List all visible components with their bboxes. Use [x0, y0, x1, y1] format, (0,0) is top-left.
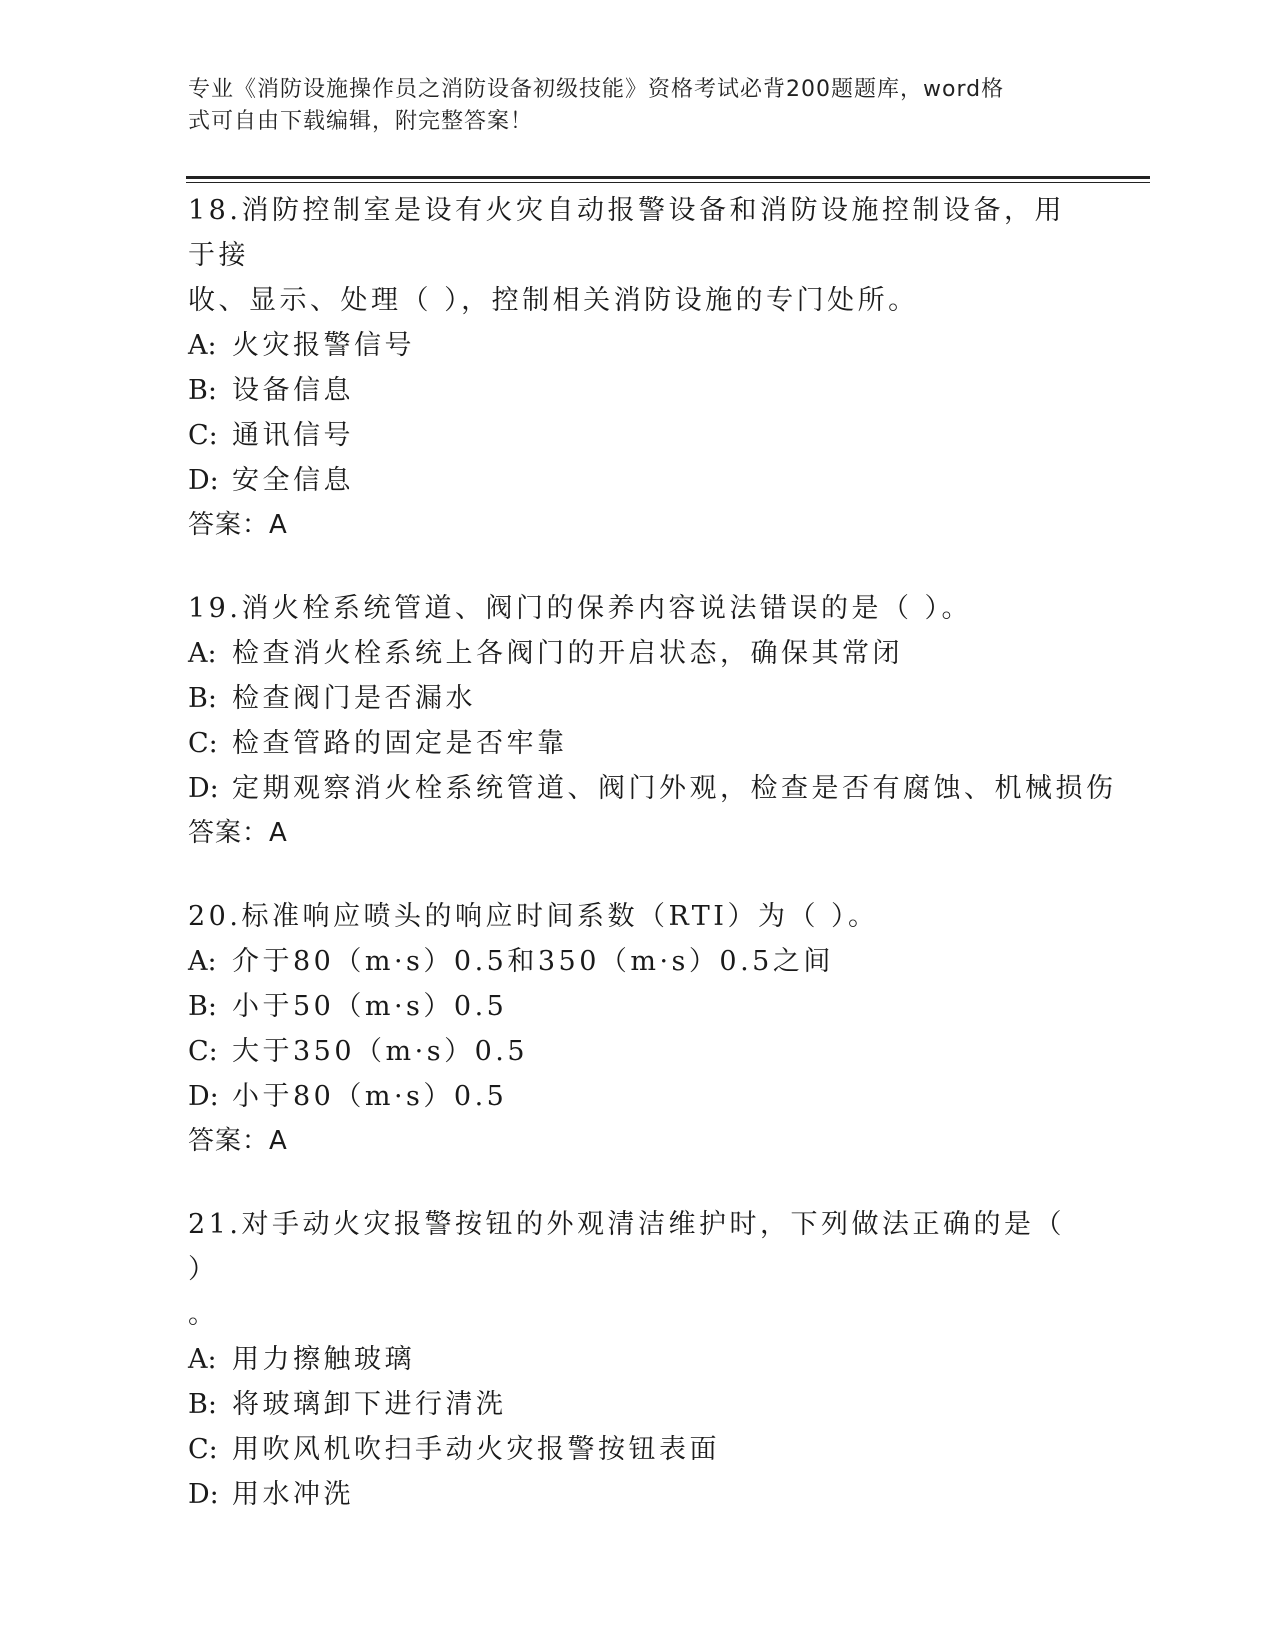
option-letter: C:: [188, 420, 218, 451]
option-c: [188, 1029, 1088, 1074]
header-line-1: 专业《消防设施操作员之消防设备初级技能》资格考试必背200题题库，word格: [188, 77, 1005, 102]
option-text: 将玻璃卸下进行清洗: [232, 1389, 507, 1420]
question-stem-line: 19.消火栓系统管道、阀门的保养内容说法错误的是（ ）。: [188, 593, 973, 624]
option-text: 用水冲洗: [232, 1479, 354, 1510]
option-letter: A:: [188, 330, 217, 361]
header-divider-thick: [186, 176, 1150, 179]
option-a: [188, 1337, 1088, 1382]
option-d: [188, 766, 1117, 811]
question-19: [188, 586, 1117, 856]
option-text: 小于50（m·s）0.5: [232, 991, 508, 1022]
option-c: [188, 413, 1088, 458]
option-b: [188, 1382, 1088, 1427]
header-divider-thin: [186, 182, 1150, 183]
question-20: [188, 894, 1088, 1164]
question-stem-line: 收、显示、处理（ ），控制相关消防设施的专门处所。: [188, 285, 919, 316]
option-text: 介于80（m·s）0.5和350（m·s）0.5之间: [232, 946, 834, 977]
option-letter: B:: [188, 375, 217, 406]
option-text: 小于80（m·s）0.5: [232, 1081, 508, 1112]
option-text: 检查管路的固定是否牢靠: [232, 728, 568, 759]
option-c: [188, 721, 1088, 766]
question-stem-line: 。: [188, 1299, 219, 1330]
option-letter: C:: [188, 1036, 218, 1067]
option-letter: D:: [188, 1081, 219, 1112]
option-letter: B:: [188, 991, 217, 1022]
question-18: [188, 188, 1088, 548]
option-letter: B:: [188, 683, 217, 714]
option-d: [188, 1074, 1088, 1119]
option-letter: A:: [188, 946, 217, 977]
option-text: 通讯信号: [232, 420, 354, 451]
option-letter: C:: [188, 728, 218, 759]
header-line-2: 式可自由下载编辑，附完整答案！: [188, 109, 534, 134]
option-letter: D:: [188, 1479, 219, 1510]
option-letter: D:: [188, 773, 219, 804]
question-stem-line: 21.对手动火灾报警按钮的外观清洁维护时，下列做法正确的是（ ）: [188, 1209, 1065, 1285]
option-text: 检查消火栓系统上各阀门的开启状态，确保其常闭: [232, 638, 903, 669]
option-text: 用吹风机吹扫手动火灾报警按钮表面: [232, 1434, 720, 1465]
option-b: [188, 984, 1088, 1029]
option-letter: A:: [188, 1344, 217, 1375]
option-text: 火灾报警信号: [232, 330, 415, 361]
option-d: [188, 458, 1088, 503]
option-b: [188, 368, 1088, 413]
option-letter: B:: [188, 1389, 217, 1420]
option-a: [188, 939, 1088, 984]
question-list: [188, 188, 1117, 1555]
option-a: [188, 631, 1088, 676]
question-stem-line: 20.标准响应喷头的响应时间系数（RTI）为（ ）。: [188, 901, 879, 932]
question-stem-line: 18.消防控制室是设有火灾自动报警设备和消防设施控制设备，用于接: [188, 195, 1065, 271]
option-a: [188, 323, 1088, 368]
option-c: [188, 1427, 1088, 1472]
document-header: [188, 74, 1068, 138]
option-text: 检查阀门是否漏水: [232, 683, 476, 714]
question-21: [188, 1202, 1088, 1517]
option-letter: A:: [188, 638, 217, 669]
option-text: 大于350（m·s）0.5: [232, 1036, 529, 1067]
answer-line: 答案：A: [188, 818, 288, 848]
option-letter: C:: [188, 1434, 218, 1465]
option-b: [188, 676, 1088, 721]
option-text: 用力擦触玻璃: [232, 1344, 415, 1375]
answer-line: 答案：A: [188, 510, 288, 540]
option-text: 安全信息: [232, 465, 354, 496]
option-text: 设备信息: [232, 375, 354, 406]
option-text: 定期观察消火栓系统管道、阀门外观，检查是否有腐蚀、机械损伤: [232, 773, 1117, 804]
option-d: [188, 1472, 1088, 1517]
option-letter: D:: [188, 465, 219, 496]
answer-line: 答案：A: [188, 1126, 288, 1156]
